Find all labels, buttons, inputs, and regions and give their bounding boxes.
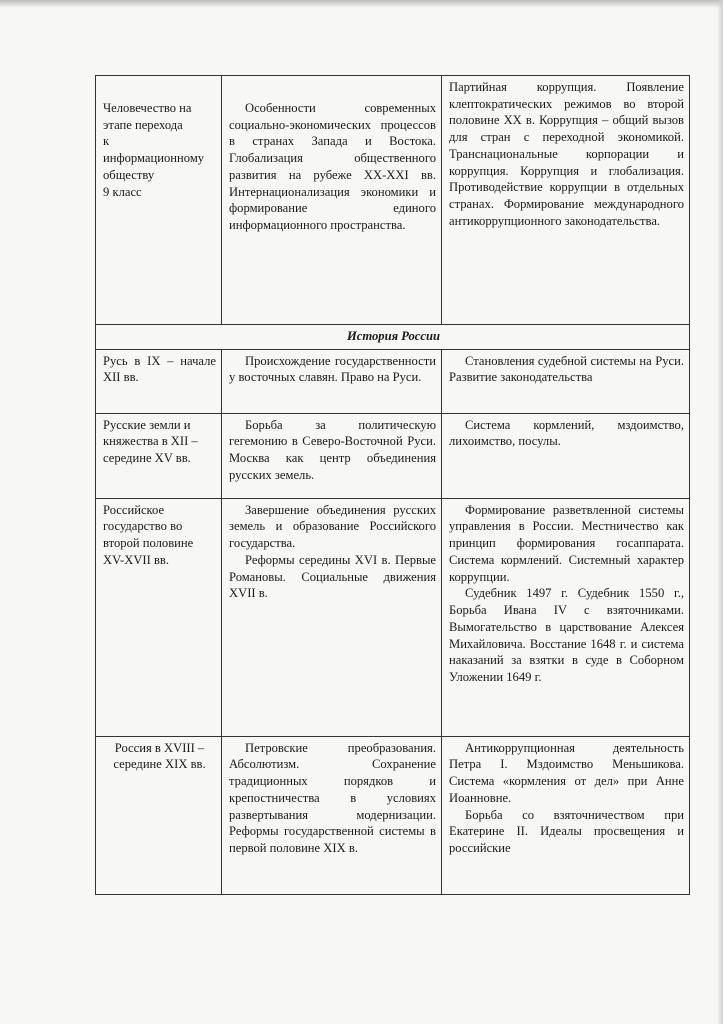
topics-paragraph: Особенности современных социально-экономических процессов в странах Запада и Востока. Глобализация общественного развития на рубеже XX-XXI вв. Интернационализация экономики и формирование единого информационного пространства. [229,101,436,233]
corruption-paragraph: Антикоррупционная деятельность Петра I. Мздоимство Меньшикова. Система «кормления от дел» при Анне Иоанновне. [449,740,684,805]
period-cell [96,413,222,498]
topics-paragraph: Происхождение государственности у восточных славян. Право на Руси. [229,353,436,385]
corruption-paragraph: Судебник 1497 г. Судебник 1550 г., Борьба Ивана IV с взяточниками. Вымогательство в царствование Алексея Михайловича. Восстание 1648 г. и система наказаний за взятки в суде в Соборном Уложении 1649 г. [449,586,684,685]
period-text: Русь в IX – начале XII вв. [103,353,216,385]
period-text: Русские земли и княжества в XII – середине XV вв. [103,417,198,466]
topics-cell [222,413,442,498]
section-title: История России [96,325,690,350]
topics-paragraph: Петровские преобразования. Абсолютизм. Сохранение традиционных порядков и крепостничества в условиях развертывания модернизации. Реформы государственной системы в первой половине XIX в. [229,740,436,856]
period-cell [96,736,222,894]
corruption-cell [442,498,690,736]
corruption-paragraph: Партийная коррупция. Появление клептократических режимов во второй половине XX в. Коррупция – общий вызов для стран с переходной экономикой. Транснациональные корпорации и коррупция. Коррупция и глобализация. Противодействие коррупции в отдельных странах. Формирование международного антикоррупционного законодательства. [449,80,684,228]
table-row [96,349,690,413]
topics-paragraph: Борьба за политическую гегемонию в Северо-Восточной Руси. Москва как центр объединения русских земель. [229,417,436,482]
corruption-cell [442,736,690,894]
topics-paragraph: Реформы середины XVI в. Первые Романовы. Социальные движения XVII в. [229,552,436,601]
table-row [96,736,690,894]
corruption-cell [442,76,690,325]
corruption-paragraph: Система кормлений, мздоимство, лихоимство, посулы. [449,417,684,449]
table-row [96,76,690,325]
topics-paragraph: Завершение объединения русских земель и образование Российского государства. [229,502,436,551]
period-text: Российское государство во второй половине XV-XVII вв. [103,502,194,567]
corruption-cell [442,349,690,413]
period-cell [96,498,222,736]
period-cell [96,349,222,413]
topics-cell [222,349,442,413]
corruption-paragraph: Формирование разветвленной системы управления в России. Местничество как принцип формирования госаппарата. Система кормлений. Системный характер коррупции. [449,502,684,584]
topics-cell [222,76,442,325]
topics-cell [222,736,442,894]
section-header-row [96,325,690,350]
corruption-paragraph: Становления судебной системы на Руси. Развитие законодательства [449,353,684,385]
table-row [96,498,690,736]
corruption-cell [442,413,690,498]
period-text: Человечество на этапе перехода к информационному обществу 9 класс [103,101,205,199]
period-text: Россия в XVIII – середине XIX вв. [113,740,206,772]
corruption-paragraph: Борьба со взяточничеством при Екатерине II. Идеалы просвещения и российские [449,807,684,856]
curriculum-table [95,75,690,895]
period-cell [96,76,222,325]
scan-top-edge [0,0,723,8]
table-row [96,413,690,498]
scan-right-edge [717,0,723,1024]
topics-cell [222,498,442,736]
